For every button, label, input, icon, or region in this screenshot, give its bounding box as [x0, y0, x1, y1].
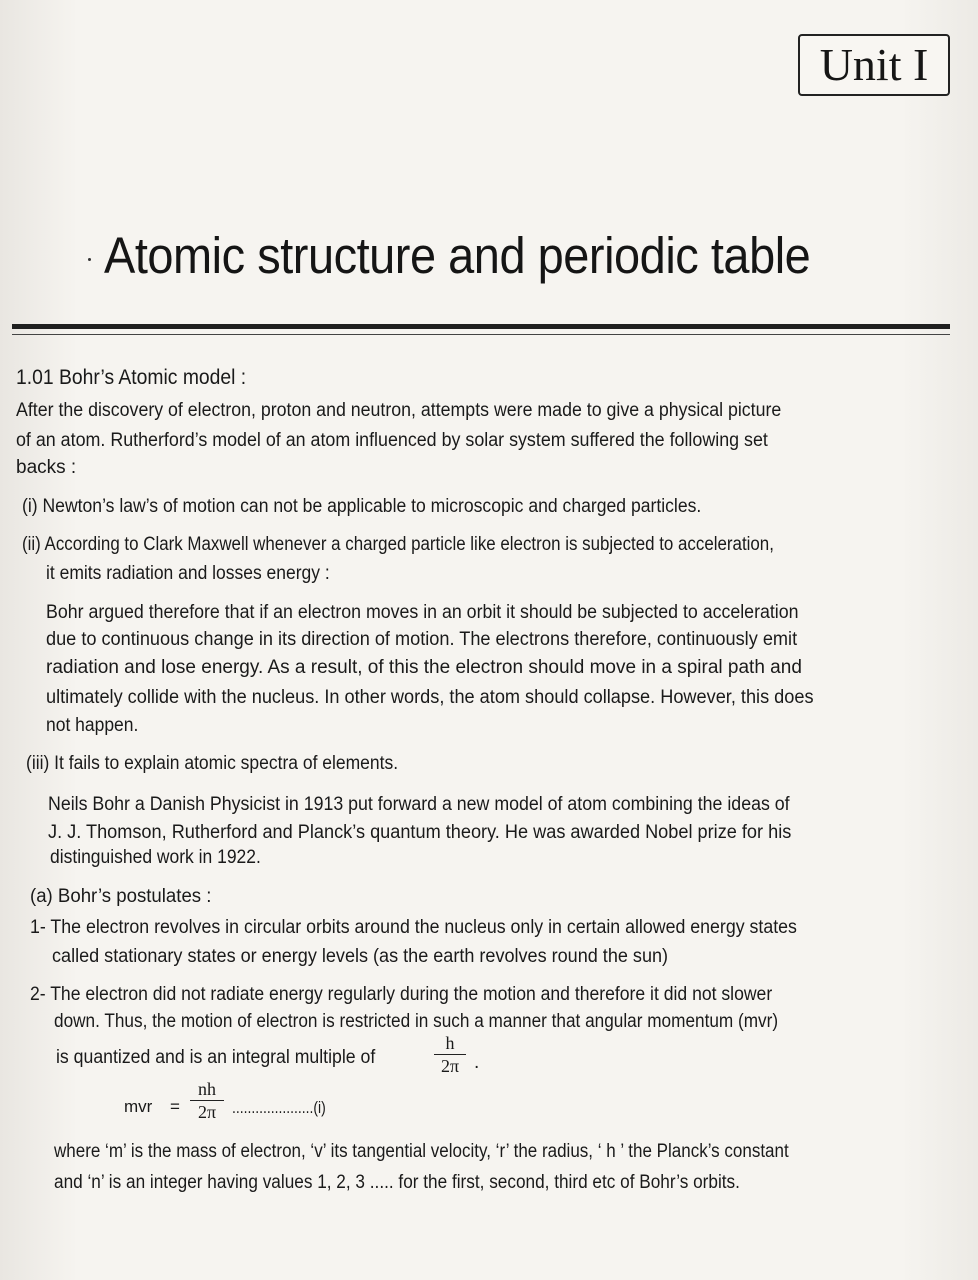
- setback-iii: (iii) It fails to explain atomic spectra of elements.: [26, 753, 399, 774]
- setback-i: (i) Newton’s law’s of motion can not be applicable to microscopic and charged particles.: [22, 496, 702, 517]
- equation-fraction: [190, 1079, 224, 1122]
- setback-ii-line: it emits radiation and losses energy :: [46, 563, 330, 584]
- intro-line: backs :: [16, 457, 77, 478]
- equation-numerator: nh: [198, 1079, 216, 1099]
- intro-line: After the discovery of electron, proton and neutron, attempts were made to give a physical picture: [16, 400, 782, 421]
- fraction-h-over-2pi: [434, 1033, 466, 1076]
- fraction-bar: [434, 1054, 466, 1055]
- equation-equals: =: [170, 1097, 180, 1116]
- postulate-2-line: 2- The electron did not radiate energy regularly during the motion and therefore it did not slower: [30, 984, 773, 1005]
- equation-lhs: mvr: [124, 1097, 153, 1116]
- equation-tag: .....................(i): [232, 1098, 326, 1117]
- setback-ii-line: (ii) According to Clark Maxwell whenever a charged particle like electron is subjected to acceleration,: [22, 534, 774, 555]
- fraction-trailing-dot: .: [474, 1052, 480, 1073]
- postulate-1-line: called stationary states or energy levels (as the earth revolves round the sun): [52, 946, 669, 967]
- fraction-numerator: h: [445, 1033, 455, 1053]
- neils-para-line: Neils Bohr a Danish Physicist in 1913 put forward a new model of atom combining the ideas of: [48, 794, 790, 815]
- neils-para-line: distinguished work in 1922.: [50, 847, 261, 868]
- bohr-para-line: radiation and lose energy. As a result, of this the electron should move in a spiral path and: [46, 657, 802, 678]
- fraction-denominator: 2π: [440, 1056, 460, 1076]
- intro-line: of an atom. Rutherford’s model of an atom influenced by solar system suffered the following set: [16, 430, 768, 451]
- postulate-1-line: 1- The electron revolves in circular orbits around the nucleus only in certain allowed energy states: [30, 917, 797, 938]
- bohr-para-line: due to continuous change in its direction of motion. The electrons therefore, continuously emit: [46, 629, 798, 650]
- postulate-2-line: down. Thus, the motion of electron is restricted in such a manner that angular momentum (mvr): [54, 1011, 779, 1032]
- postulate-2-line: is quantized and is an integral multiple of: [56, 1047, 376, 1068]
- bohr-para-line: ultimately collide with the nucleus. In other words, the atom should collapse. However, this does: [46, 687, 814, 708]
- title-rule-thin: [12, 334, 950, 335]
- section-heading: 1.01 Bohr’s Atomic model :: [16, 366, 247, 389]
- bohr-para-line: Bohr argued therefore that if an electron moves in an orbit it should be subjected to acceleration: [46, 602, 799, 623]
- unit-label-box: [798, 34, 950, 96]
- chapter-title: Atomic structure and periodic table: [104, 227, 811, 284]
- equation-denominator: 2π: [197, 1102, 217, 1122]
- title-bullet-dot: [88, 258, 91, 261]
- postulates-heading: (a) Bohr’s postulates :: [30, 886, 212, 907]
- bohr-para-line: not happen.: [46, 715, 139, 736]
- equation-fraction-bar: [190, 1100, 224, 1101]
- title-rule-thick: [12, 324, 950, 329]
- neils-para-line: J. J. Thomson, Rutherford and Planck’s quantum theory. He was awarded Nobel prize for his: [48, 822, 792, 843]
- where-line: and ‘n’ is an integer having values 1, 2, 3 ..... for the first, second, third etc of Bohr’s orbits.: [54, 1172, 740, 1193]
- where-line: where ‘m’ is the mass of electron, ‘v’ its tangential velocity, ‘r’ the radius, ‘ h ’ the Planck’s constant: [54, 1141, 789, 1162]
- unit-label: Unit I: [819, 39, 929, 90]
